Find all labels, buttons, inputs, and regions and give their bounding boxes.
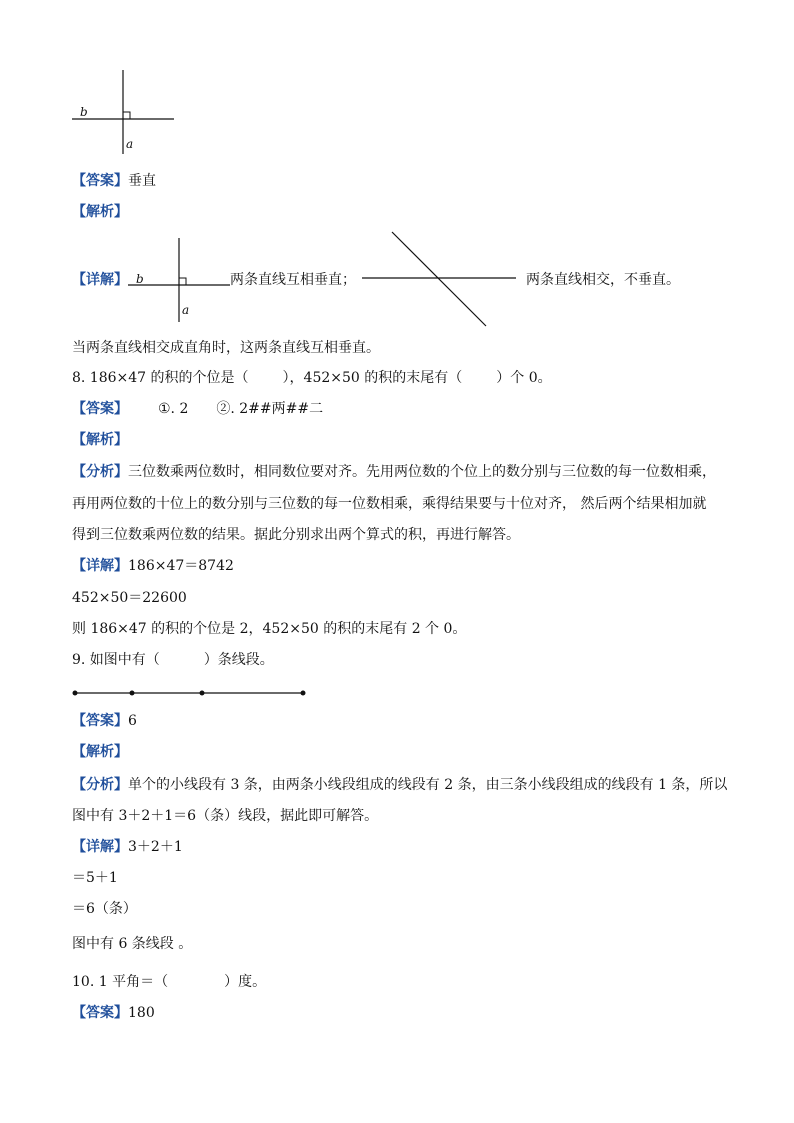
q7-text-intersect: 两条直线相交，不垂直。 (526, 272, 680, 288)
q9-fenxi-2: 图中有 3＋2＋1＝6（条）线段，据此即可解答。 (72, 808, 379, 824)
q7-text-perpendicular: 两条直线互相垂直； (230, 272, 356, 288)
perpendicular-figure-top (70, 68, 180, 158)
q8-fenxi-1: 【分析】三位数乘两位数时，相同数位要对齐。先用两位数的个位上的数分别与三位数的每一位数相乘， (72, 464, 716, 480)
detail-label-a: a (182, 303, 190, 317)
detail-label-b: b (136, 272, 144, 286)
segment-figure (70, 686, 310, 700)
perpendicular-figure-detail (126, 236, 236, 326)
q8-answer-2: ②. 2##两##二 (216, 401, 324, 417)
label-a: a (126, 137, 134, 151)
analysis-tag: 【解析】 (72, 204, 128, 220)
q8-detail-2: 452×50＝22600 (72, 590, 187, 606)
q9-fenxi-1: 【分析】单个的小线段有 3 条，由两条小线段组成的线段有 2 条，由三条小线段组成的线段有 1 条，所以 (72, 777, 728, 793)
q9-detail-1: 【详解】3＋2＋1 (72, 839, 183, 855)
q10-question: 10. 1 平角＝（ ）度。 (72, 974, 267, 990)
q8-answer-row: 【答案】 ①. 2 ②. 2##两##二 (72, 401, 324, 417)
q8-answer-1: ①. 2 (158, 401, 189, 417)
q9-detail-4: 图中有 6 条线段 。 (72, 936, 193, 952)
q8-detail-1: 【详解】186×47＝8742 (72, 558, 234, 574)
q8-detail-3: 则 186×47 的积的个位是 2，452×50 的积的末尾有 2 个 0。 (72, 621, 467, 637)
label-b: b (80, 105, 88, 119)
q8-fenxi-2: 再用两位数的十位上的数分别与三位数的每一位数相乘，乘得结果要与十位对齐， 然后两个结果相加就 (72, 496, 707, 512)
q7-analysis-row (72, 203, 128, 221)
q7-detail-tag: 【详解】 (72, 272, 128, 288)
q10-answer-row: 【答案】180 (72, 1005, 155, 1021)
answer-tag: 【答案】 (72, 173, 128, 189)
q9-analysis-row: 【解析】 (72, 744, 128, 760)
q7-answer-row (72, 172, 156, 190)
q8-analysis-row: 【解析】 (72, 432, 128, 448)
q9-detail-2: ＝5＋1 (72, 870, 118, 886)
q8-question: 8. 186×47 的积的个位是（ ），452×50 的积的末尾有（ ）个 0。 (72, 370, 552, 386)
q7-conclusion: 当两条直线相交成直角时，这两条直线互相垂直。 (72, 340, 380, 356)
q9-detail-3: ＝6（条） (72, 901, 137, 917)
q7-answer: 垂直 (128, 173, 156, 189)
q9-question: 9. 如图中有（ ）条线段。 (72, 652, 274, 668)
intersecting-lines-figure (360, 230, 520, 330)
q9-answer-row: 【答案】6 (72, 713, 137, 729)
q8-fenxi-3: 得到三位数乘两位数的结果。据此分别求出两个算式的积，再进行解答。 (72, 527, 520, 543)
